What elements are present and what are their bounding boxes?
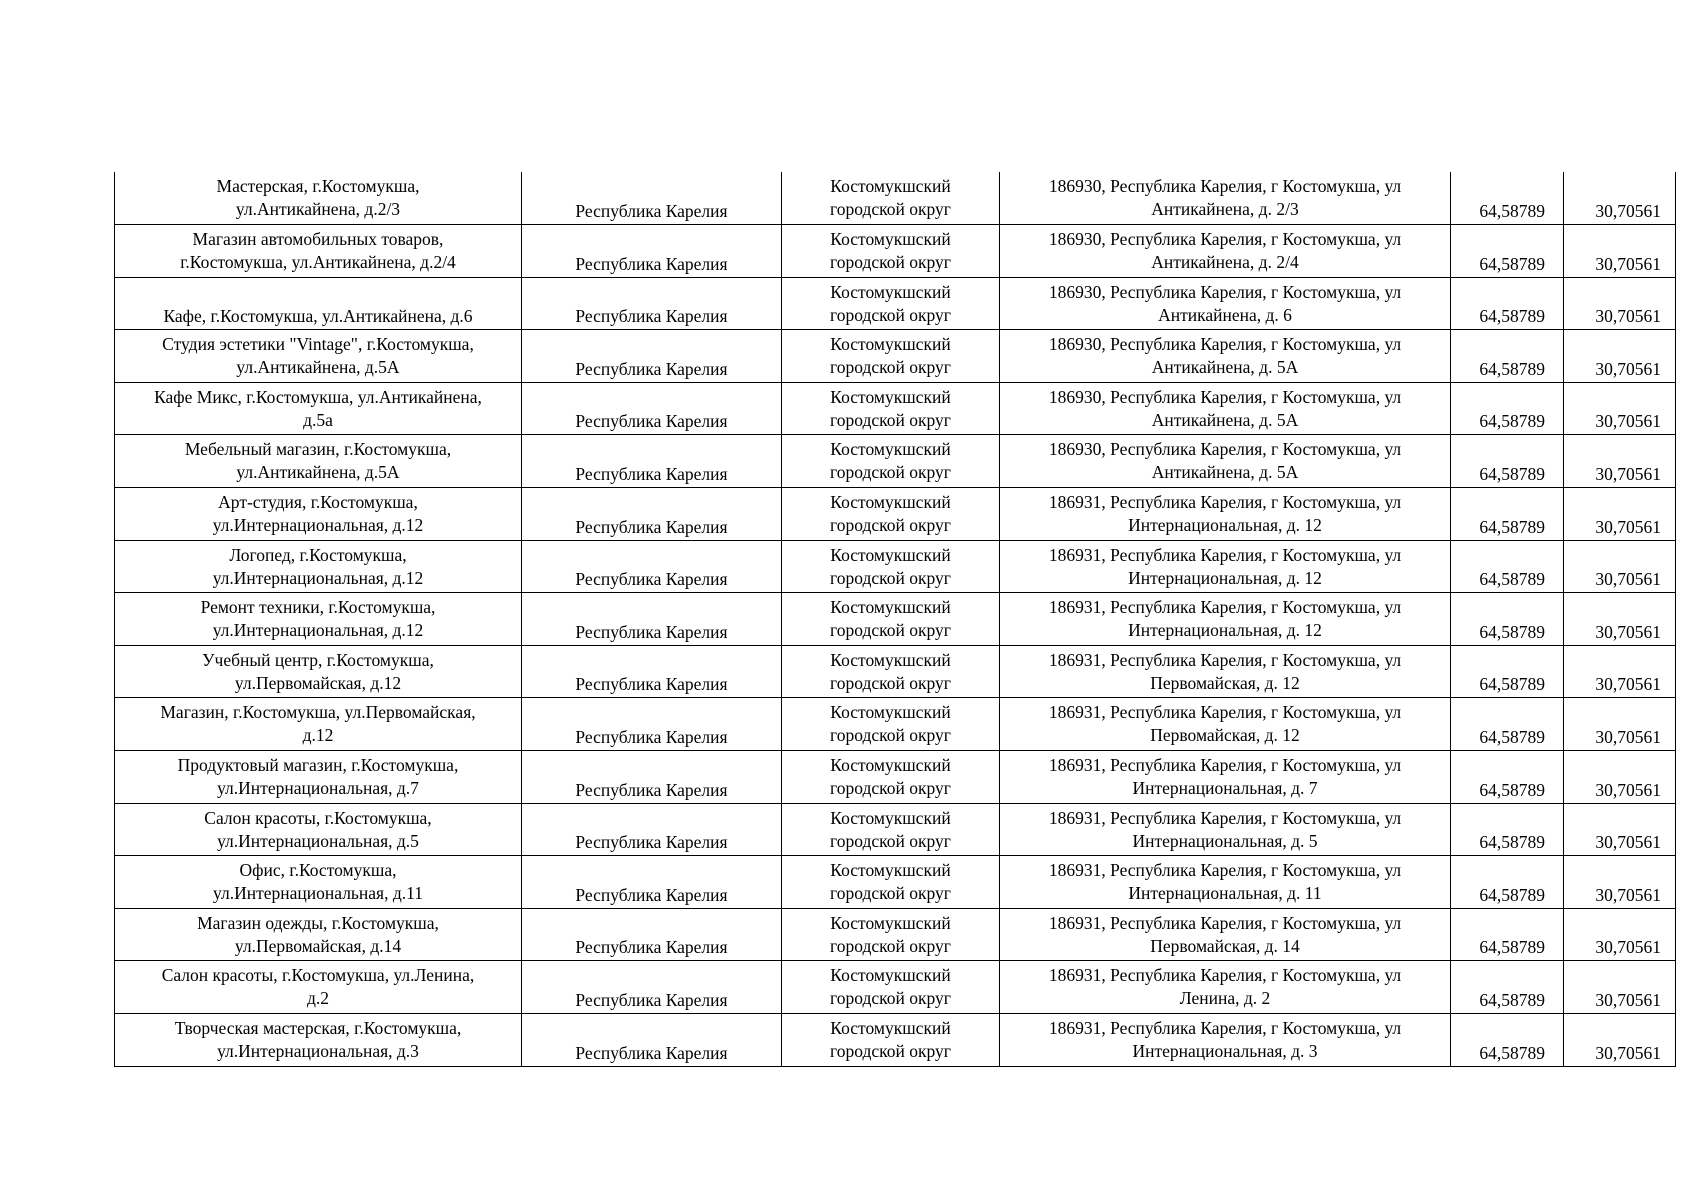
address-cell-line: 186930, Республика Карелия, г Костомукша, ул [1048, 334, 1402, 355]
latitude-cell: 64,58789 [1451, 488, 1564, 541]
latitude-cell: 64,58789 [1451, 803, 1564, 856]
address-cell-line: Интернациональная, д. 7 [1132, 778, 1318, 799]
address-cell-line: Антикайнена, д. 5А [1151, 357, 1299, 378]
table-row [115, 382, 1676, 435]
address-cell [1000, 435, 1451, 488]
longitude-cell: 30,70561 [1564, 645, 1676, 698]
district-cell-line: городской округ [830, 1041, 951, 1061]
object-name-cell [115, 645, 522, 698]
region-cell: Республика Карелия [522, 172, 782, 225]
longitude-cell: 30,70561 [1564, 803, 1676, 856]
address-cell-line: Интернациональная, д. 5 [1132, 830, 1318, 851]
district-cell-line: Костомукшский [830, 965, 951, 986]
address-cell [1000, 803, 1451, 856]
address-cell-line: Интернациональная, д. 12 [1128, 515, 1322, 536]
table-row [115, 961, 1676, 1014]
address-cell [1000, 645, 1451, 698]
address-cell [1000, 908, 1451, 961]
object-name-cell-line: д.5а [303, 409, 333, 430]
object-name-cell [115, 540, 522, 593]
latitude-cell: 64,58789 [1451, 540, 1564, 593]
object-name-cell [115, 330, 522, 383]
longitude-cell: 30,70561 [1564, 488, 1676, 541]
district-cell-line: городской округ [830, 830, 951, 851]
district-cell-line: городской округ [830, 462, 951, 483]
object-name-cell-line: ул.Интернациональная, д.12 [212, 620, 424, 641]
latitude-cell: 64,58789 [1451, 698, 1564, 751]
region-cell: Республика Карелия [522, 277, 782, 330]
region-cell: Республика Карелия [522, 645, 782, 698]
object-name-cell-line: ул.Интернациональная, д.11 [213, 883, 423, 904]
district-cell [782, 803, 1000, 856]
address-cell-line: Интернациональная, д. 12 [1128, 567, 1322, 588]
table-row [115, 172, 1676, 225]
district-cell-line: Костомукшский [830, 912, 951, 933]
table-row [115, 435, 1676, 488]
address-cell-line: 186931, Республика Карелия, г Костомукша, ул [1048, 597, 1402, 618]
object-name-cell-line: Магазин, г.Костомукша, ул.Первомайская, [160, 702, 476, 723]
district-cell-line: Костомукшский [830, 1018, 951, 1038]
latitude-cell: 64,58789 [1451, 435, 1564, 488]
region-cell: Республика Карелия [522, 488, 782, 541]
longitude-cell: 30,70561 [1564, 435, 1676, 488]
district-cell-line: городской округ [830, 199, 951, 219]
address-cell-line: 186931, Республика Карелия, г Костомукша, ул [1048, 860, 1402, 881]
latitude-cell: 64,58789 [1451, 330, 1564, 383]
object-name-cell [115, 277, 522, 330]
region-cell: Республика Карелия [522, 330, 782, 383]
district-cell [782, 908, 1000, 961]
region-cell: Республика Карелия [522, 540, 782, 593]
address-cell [1000, 1014, 1451, 1067]
address-cell-line: Антикайнена, д. 2/3 [1151, 199, 1299, 219]
address-cell [1000, 593, 1451, 646]
address-cell-line: 186931, Республика Карелия, г Костомукша, ул [1048, 492, 1402, 513]
address-cell [1000, 330, 1451, 383]
district-cell-line: Костомукшский [830, 176, 951, 196]
district-cell [782, 225, 1000, 278]
region-cell: Республика Карелия [522, 593, 782, 646]
longitude-cell: 30,70561 [1564, 225, 1676, 278]
longitude-cell: 30,70561 [1564, 751, 1676, 804]
district-cell-line: Костомукшский [830, 281, 951, 302]
district-cell-line: Костомукшский [830, 492, 951, 513]
address-cell-line: 186931, Республика Карелия, г Костомукша, ул [1048, 1018, 1402, 1038]
region-cell: Республика Карелия [522, 698, 782, 751]
district-cell [782, 277, 1000, 330]
address-cell [1000, 488, 1451, 541]
longitude-cell: 30,70561 [1564, 277, 1676, 330]
district-cell-line: Костомукшский [830, 702, 951, 723]
object-name-cell-line: Творческая мастерская, г.Костомукша, [174, 1018, 462, 1038]
address-cell-line: Антикайнена, д. 6 [1158, 304, 1292, 325]
object-name-cell [115, 908, 522, 961]
object-name-cell [115, 225, 522, 278]
region-cell: Республика Карелия [522, 856, 782, 909]
address-cell-line: Интернациональная, д. 11 [1128, 883, 1322, 904]
latitude-cell: 64,58789 [1451, 645, 1564, 698]
longitude-cell: 30,70561 [1564, 961, 1676, 1014]
region-cell: Республика Карелия [522, 751, 782, 804]
address-cell-line: 186931, Республика Карелия, г Костомукша, ул [1048, 702, 1402, 723]
address-cell-line: 186930, Республика Карелия, г Костомукша, ул [1048, 229, 1402, 250]
object-name-cell [115, 593, 522, 646]
object-name-cell-line: Магазин одежды, г.Костомукша, [197, 912, 439, 933]
district-cell [782, 488, 1000, 541]
address-cell-line: Первомайская, д. 12 [1150, 725, 1300, 746]
district-cell-line: Костомукшский [830, 755, 951, 776]
latitude-cell: 64,58789 [1451, 225, 1564, 278]
district-cell-line: городской округ [830, 672, 951, 693]
object-name-cell-line: г.Костомукша, ул.Антикайнена, д.2/4 [180, 252, 456, 273]
address-cell-line: Ленина, д. 2 [1179, 988, 1271, 1009]
latitude-cell: 64,58789 [1451, 172, 1564, 225]
address-cell-line: Первомайская, д. 12 [1150, 672, 1300, 693]
address-cell [1000, 751, 1451, 804]
table-row [115, 277, 1676, 330]
district-cell-line: городской округ [830, 778, 951, 799]
address-cell-line: 186931, Республика Карелия, г Костомукша, ул [1048, 965, 1402, 986]
object-name-cell [115, 488, 522, 541]
object-name-cell-line: ул.Интернациональная, д.3 [217, 1041, 419, 1061]
region-cell: Республика Карелия [522, 803, 782, 856]
object-name-cell-line: Учебный центр, г.Костомукша, [202, 649, 434, 670]
object-name-cell [115, 856, 522, 909]
table-row [115, 856, 1676, 909]
district-cell-line: городской округ [830, 935, 951, 956]
district-cell [782, 435, 1000, 488]
district-cell-line: городской округ [830, 409, 951, 430]
locations-table-body [115, 172, 1676, 1066]
object-name-cell-line: д.12 [302, 725, 334, 746]
address-cell [1000, 172, 1451, 225]
district-cell-line: городской округ [830, 252, 951, 273]
district-cell-line: Костомукшский [830, 649, 951, 670]
district-cell-line: Костомукшский [830, 544, 951, 565]
object-name-cell-line: Кафе, г.Костомукша, ул.Антикайнена, д.6 [163, 306, 473, 327]
latitude-cell: 64,58789 [1451, 751, 1564, 804]
locations-table [114, 172, 1676, 1067]
object-name-cell [115, 961, 522, 1014]
object-name-cell-line: ул.Интернациональная, д.7 [217, 778, 419, 799]
latitude-cell: 64,58789 [1451, 593, 1564, 646]
latitude-cell: 64,58789 [1451, 961, 1564, 1014]
address-cell [1000, 540, 1451, 593]
address-cell [1000, 698, 1451, 751]
object-name-cell-line: ул.Интернациональная, д.12 [212, 515, 424, 536]
region-cell: Республика Карелия [522, 961, 782, 1014]
district-cell [782, 645, 1000, 698]
district-cell-line: городской округ [830, 515, 951, 536]
object-name-cell [115, 172, 522, 225]
table-row [115, 751, 1676, 804]
district-cell-line: Костомукшский [830, 807, 951, 828]
district-cell [782, 540, 1000, 593]
object-name-cell [115, 382, 522, 435]
district-cell-line: Костомукшский [830, 860, 951, 881]
object-name-cell-line: Ремонт техники, г.Костомукша, [200, 597, 436, 618]
object-name-cell-line: ул.Интернациональная, д.5 [217, 830, 419, 851]
address-cell-line: Интернациональная, д. 3 [1132, 1041, 1318, 1061]
address-cell-line: 186931, Республика Карелия, г Костомукша, ул [1048, 649, 1402, 670]
object-name-cell-line: д.2 [306, 988, 330, 1009]
longitude-cell: 30,70561 [1564, 908, 1676, 961]
district-cell-line: Костомукшский [830, 334, 951, 355]
table-row [115, 488, 1676, 541]
region-cell: Республика Карелия [522, 382, 782, 435]
object-name-cell-line: Арт-студия, г.Костомукша, [218, 492, 418, 513]
address-cell-line: 186930, Республика Карелия, г Костомукша, ул [1048, 386, 1402, 407]
district-cell [782, 698, 1000, 751]
district-cell [782, 1014, 1000, 1067]
district-cell-line: Костомукшский [830, 597, 951, 618]
district-cell-line: городской округ [830, 725, 951, 746]
district-cell-line: Костомукшский [830, 229, 951, 250]
object-name-cell-line: ул.Интернациональная, д.12 [212, 567, 424, 588]
object-name-cell-line: Салон красоты, г.Костомукша, ул.Ленина, [161, 965, 475, 986]
address-cell-line: Интернациональная, д. 12 [1128, 620, 1322, 641]
table-row [115, 330, 1676, 383]
object-name-cell [115, 751, 522, 804]
object-name-cell-line: ул.Антикайнена, д.2/3 [235, 199, 401, 219]
district-cell-line: городской округ [830, 620, 951, 641]
table-row [115, 540, 1676, 593]
object-name-cell-line: ул.Первомайская, д.14 [234, 935, 402, 956]
address-cell [1000, 225, 1451, 278]
object-name-cell-line: ул.Первомайская, д.12 [234, 672, 402, 693]
longitude-cell: 30,70561 [1564, 593, 1676, 646]
address-cell [1000, 856, 1451, 909]
district-cell-line: городской округ [830, 357, 951, 378]
district-cell [782, 172, 1000, 225]
district-cell [782, 751, 1000, 804]
longitude-cell: 30,70561 [1564, 382, 1676, 435]
object-name-cell-line: Мебельный магазин, г.Костомукша, [184, 439, 452, 460]
district-cell [782, 961, 1000, 1014]
object-name-cell-line: ул.Антикайнена, д.5А [236, 462, 400, 483]
latitude-cell: 64,58789 [1451, 277, 1564, 330]
table-row [115, 803, 1676, 856]
district-cell-line: городской округ [830, 988, 951, 1009]
address-cell [1000, 277, 1451, 330]
longitude-cell: 30,70561 [1564, 330, 1676, 383]
object-name-cell-line: Салон красоты, г.Костомукша, [204, 807, 432, 828]
object-name-cell-line: Офис, г.Костомукша, [239, 860, 397, 881]
address-cell-line: 186930, Республика Карелия, г Костомукша, ул [1048, 176, 1402, 196]
region-cell: Республика Карелия [522, 435, 782, 488]
address-cell [1000, 382, 1451, 435]
table-row [115, 593, 1676, 646]
table-row [115, 225, 1676, 278]
district-cell [782, 330, 1000, 383]
longitude-cell: 30,70561 [1564, 698, 1676, 751]
longitude-cell: 30,70561 [1564, 856, 1676, 909]
address-cell-line: Антикайнена, д. 5А [1151, 409, 1299, 430]
district-cell [782, 593, 1000, 646]
latitude-cell: 64,58789 [1451, 856, 1564, 909]
latitude-cell: 64,58789 [1451, 908, 1564, 961]
object-name-cell-line: Магазин автомобильных товаров, [192, 229, 444, 250]
object-name-cell-line: Кафе Микс, г.Костомукша, ул.Антикайнена, [154, 386, 482, 407]
address-cell-line: 186930, Республика Карелия, г Костомукша, ул [1048, 281, 1402, 302]
district-cell-line: Костомукшский [830, 439, 951, 460]
latitude-cell: 64,58789 [1451, 382, 1564, 435]
table-row [115, 908, 1676, 961]
district-cell [782, 382, 1000, 435]
address-cell [1000, 961, 1451, 1014]
object-name-cell-line: Логопед, г.Костомукша, [229, 544, 407, 565]
object-name-cell [115, 1014, 522, 1067]
address-cell-line: 186931, Республика Карелия, г Костомукша, ул [1048, 807, 1402, 828]
address-cell-line: 186931, Республика Карелия, г Костомукша, ул [1048, 912, 1402, 933]
object-name-cell [115, 803, 522, 856]
district-cell-line: Костомукшский [830, 386, 951, 407]
table-row [115, 645, 1676, 698]
district-cell-line: городской округ [830, 304, 951, 325]
region-cell: Республика Карелия [522, 225, 782, 278]
region-cell: Республика Карелия [522, 1014, 782, 1067]
address-cell-line: 186930, Республика Карелия, г Костомукша, ул [1048, 439, 1402, 460]
object-name-cell-line: Продуктовый магазин, г.Костомукша, [177, 755, 459, 776]
address-cell-line: Антикайнена, д. 2/4 [1151, 252, 1299, 273]
object-name-cell-line: Студия эстетики "Vintage", г.Костомукша, [162, 334, 474, 355]
address-cell-line: Антикайнена, д. 5А [1151, 462, 1299, 483]
region-cell: Республика Карелия [522, 908, 782, 961]
object-name-cell-line: ул.Антикайнена, д.5А [236, 357, 400, 378]
district-cell [782, 856, 1000, 909]
address-cell-line: 186931, Республика Карелия, г Костомукша, ул [1048, 544, 1402, 565]
table-row [115, 1014, 1676, 1067]
object-name-cell [115, 435, 522, 488]
district-cell-line: городской округ [830, 883, 951, 904]
longitude-cell: 30,70561 [1564, 172, 1676, 225]
table-row [115, 698, 1676, 751]
object-name-cell-line: Мастерская, г.Костомукша, [216, 176, 420, 196]
object-name-cell [115, 698, 522, 751]
district-cell-line: городской округ [830, 567, 951, 588]
address-cell-line: Первомайская, д. 14 [1150, 935, 1300, 956]
longitude-cell: 30,70561 [1564, 1014, 1676, 1067]
address-cell-line: 186931, Республика Карелия, г Костомукша, ул [1048, 755, 1402, 776]
longitude-cell: 30,70561 [1564, 540, 1676, 593]
latitude-cell: 64,58789 [1451, 1014, 1564, 1067]
